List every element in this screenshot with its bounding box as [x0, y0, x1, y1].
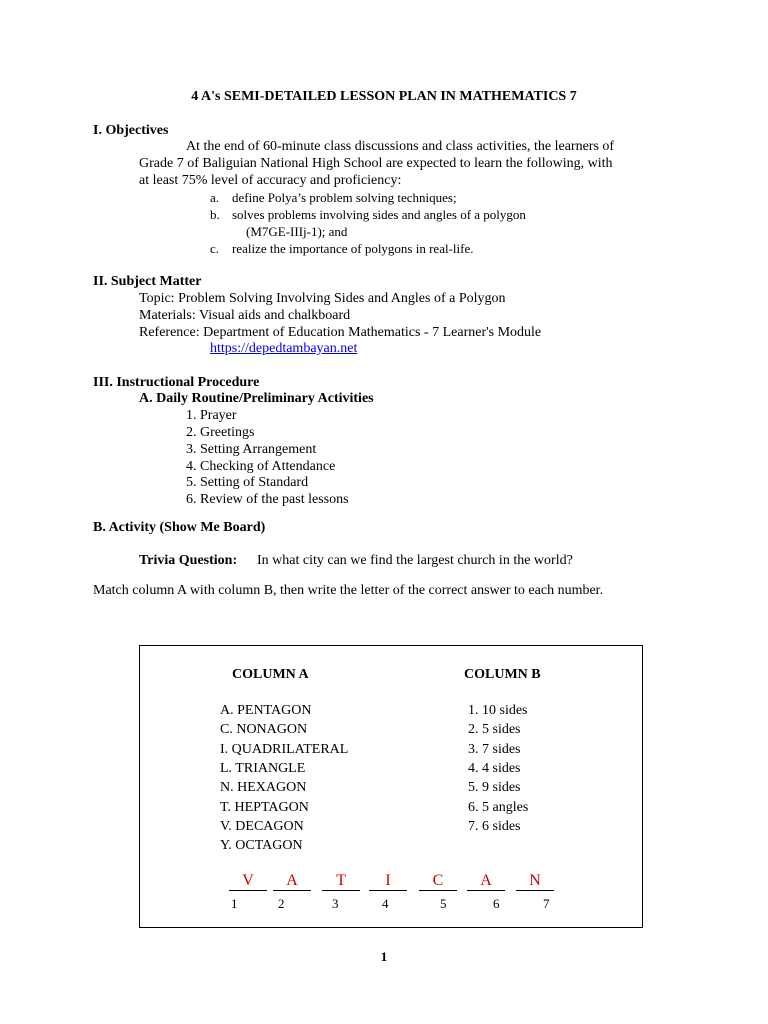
column-b-item: 7. 6 sides: [468, 819, 521, 834]
column-b-item: 6. 5 angles: [468, 800, 529, 815]
procedure-item: 6. Review of the past lessons: [186, 492, 349, 507]
matching-instruction: Match column A with column B, then write the letter of the correct answer to each number.: [93, 583, 604, 598]
column-a-item: A. PENTAGON: [220, 703, 312, 718]
column-a-item: N. HEXAGON: [220, 780, 307, 795]
procedure-item: 1. Prayer: [186, 408, 237, 423]
column-b-item: 1. 10 sides: [468, 703, 528, 718]
document-title: 4 A's SEMI-DETAILED LESSON PLAN IN MATHEMATICS 7: [191, 89, 577, 104]
objective-text-b-cont: (M7GE-IIIj-1); and: [246, 224, 348, 239]
trivia-question: In what city can we find the largest church in the world?: [257, 553, 573, 568]
column-a-item: V. DECAGON: [220, 819, 304, 834]
procedure-subheading: A. Daily Routine/Preliminary Activities: [139, 391, 374, 406]
objectives-heading: I. Objectives: [93, 123, 169, 138]
objective-text-a: define Polya’s problem solving techniques;: [232, 190, 457, 205]
column-b-item: 4. 4 sides: [468, 761, 521, 776]
answer-number: 6: [493, 896, 500, 911]
column-b-item: 5. 9 sides: [468, 780, 521, 795]
procedure-item: 4. Checking of Attendance: [186, 459, 336, 474]
objectives-intro-line3: at least 75% level of accuracy and proficiency:: [139, 173, 402, 188]
column-b-item: 3. 7 sides: [468, 742, 521, 757]
subject-matter-heading: II. Subject Matter: [93, 274, 202, 289]
objective-marker-a: a.: [210, 190, 220, 205]
answer-number: 3: [332, 896, 339, 911]
reference-link[interactable]: https://depedtambayan.net: [210, 341, 358, 356]
subject-reference: Reference: Department of Education Mathematics - 7 Learner's Module: [139, 325, 542, 340]
answer-blank-6: A: [467, 872, 505, 891]
column-a-item: L. TRIANGLE: [220, 761, 306, 776]
objective-marker-b: b.: [210, 207, 220, 222]
column-a-item: T. HEPTAGON: [220, 800, 309, 815]
column-a-item: Y. OCTAGON: [220, 838, 303, 853]
column-a-item: C. NONAGON: [220, 722, 308, 737]
answer-number: 2: [278, 896, 285, 911]
answer-number: 5: [440, 896, 447, 911]
answer-blank-3: T: [322, 872, 360, 891]
objectives-intro-line2: Grade 7 of Baliguian National High School are expected to learn the following, with: [139, 156, 613, 171]
objective-text-c: realize the importance of polygons in real-life.: [232, 241, 474, 256]
objectives-intro-line1: At the end of 60-minute class discussions and class activities, the learners of: [186, 139, 615, 154]
trivia-label: Trivia Question:: [139, 553, 238, 568]
column-b-header: COLUMN B: [464, 667, 541, 682]
activity-heading: B. Activity (Show Me Board): [93, 520, 266, 535]
answer-number: 7: [543, 896, 550, 911]
answer-blank-5: C: [419, 872, 457, 891]
subject-materials: Materials: Visual aids and chalkboard: [139, 308, 351, 323]
answer-blank-4: I: [369, 872, 407, 891]
answer-blank-7: N: [516, 872, 554, 891]
procedure-item: 5. Setting of Standard: [186, 475, 309, 490]
answer-blank-2: A: [273, 872, 311, 891]
column-a-header: COLUMN A: [232, 667, 309, 682]
column-a-item: I. QUADRILATERAL: [220, 742, 349, 757]
column-b-item: 2. 5 sides: [468, 722, 521, 737]
answer-number: 4: [382, 896, 389, 911]
answer-number: 1: [231, 896, 238, 911]
objective-text-b: solves problems involving sides and angles of a polygon: [232, 207, 526, 222]
page-number: 1: [380, 949, 388, 964]
answer-blank-1: V: [229, 872, 267, 891]
procedure-item: 3. Setting Arrangement: [186, 442, 317, 457]
subject-topic: Topic: Problem Solving Involving Sides and Angles of a Polygon: [139, 291, 506, 306]
objective-marker-c: c.: [210, 241, 220, 256]
procedure-item: 2. Greetings: [186, 425, 255, 440]
procedure-heading: III. Instructional Procedure: [93, 375, 260, 390]
